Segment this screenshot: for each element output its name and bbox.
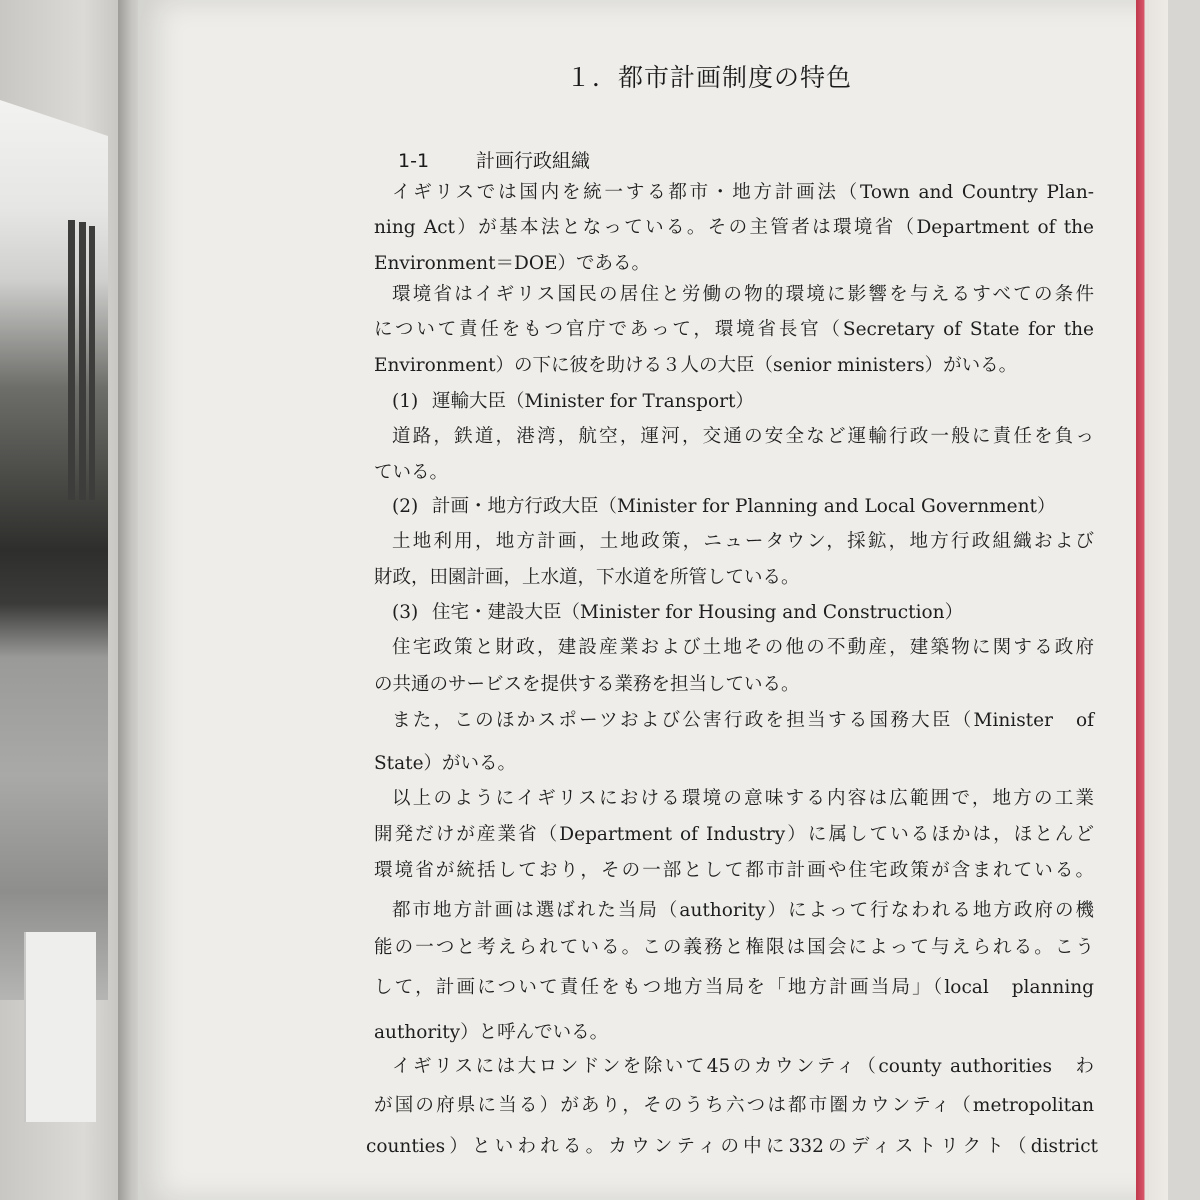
white-post [24,932,96,1122]
text-line: 環境省はイギリス国民の居住と労働の物的環境に影響を与えるすべての条件 [392,284,1094,305]
section-heading [398,146,590,173]
text-line: 開発だけが産業省（Department of Industry）に属しているほかは，ほとんど [374,824,1094,845]
text-line: について責任をもつ官庁であって，環境省長官（Secretary of State for the [374,319,1094,340]
text-line: authority）と呼んでいる。 [374,1022,609,1043]
item-heading: 住宅・建設大臣（Minister for Housing and Construction） [432,602,964,623]
section-title: 計画行政組織 [476,150,591,172]
chimney-stack-3 [89,226,95,500]
text-line: Environment）の下に彼を助ける３人の大臣（senior ministers）がいる。 [374,355,1018,376]
text-line: イギリスでは国内を統一する都市・地方計画法（Town and Country Plan- [392,182,1094,203]
list-item-2 [392,492,1112,518]
text-line: 土地利用，地方計画，土地政策，ニュータウン，採鉱，地方行政組織および [392,531,1094,552]
text-line: 財政，田園計画，上水道，下水道を所管している。 [374,567,800,588]
red-book-edge [1136,0,1168,1200]
text-line: 以上のようにイギリスにおける環境の意味する内容は広範囲で，地方の工業 [392,788,1094,809]
text-line: counties）といわれる。カウンティの中に332のディストリクト（district [366,1136,1098,1157]
text-line: が国の府県に当る）があり，そのうち六つは都市圏カウンティ（metropolitan [374,1095,1094,1116]
item-heading: 運輸大臣（Minister for Transport） [432,391,754,412]
item-heading: 計画・地方行政大臣（Minister for Planning and Local Government） [432,496,1056,517]
chimney-photo [0,100,108,1000]
text-line: イギリスには大ロンドンを除いて45のカウンティ（county authorities わ [392,1056,1094,1077]
chapter-title: １．都市計画制度の特色 [566,63,853,92]
text-line: 都市地方計画は選ばれた当局（authority）によって行なわれる地方政府の機 [392,900,1094,921]
item-number: (2) [392,496,419,517]
text-line: State）がいる。 [374,753,517,774]
text-line: ている。 [374,462,449,483]
chimney-stack-1 [68,220,75,500]
chimney-stack-2 [79,222,86,500]
text-line: 住宅政策と財政，建設産業および土地その他の不動産，建築物に関する政府 [392,637,1094,658]
item-number: (3) [392,602,419,623]
list-item-1 [392,387,1112,413]
section-number: 1-1 [398,150,430,172]
text-line: また，このほかスポーツおよび公害行政を担当する国務大臣（Minister of [392,710,1094,731]
item-number: (1) [392,391,419,412]
text-line: 環境省が統括しており，その一部として都市計画や住宅政策が含まれている。 [374,860,1094,881]
text-line: ning Act）が基本法となっている。その主管者は環境省（Department of the [374,217,1094,238]
text-line: Environment＝DOE）である。 [374,253,651,274]
text-line: 道路，鉄道，港湾，航空，運河，交通の安全など運輸行政一般に責任を負っ [392,426,1094,447]
text-line: 能の一つと考えられている。この義務と権限は国会によって与えられる。こう [374,937,1094,958]
text-line: して，計画について責任をもつ地方当局を「地方計画当局」（local planning [374,977,1094,998]
list-item-3 [392,598,1112,624]
text-line: の共通のサービスを提供する業務を担当している。 [374,674,800,695]
